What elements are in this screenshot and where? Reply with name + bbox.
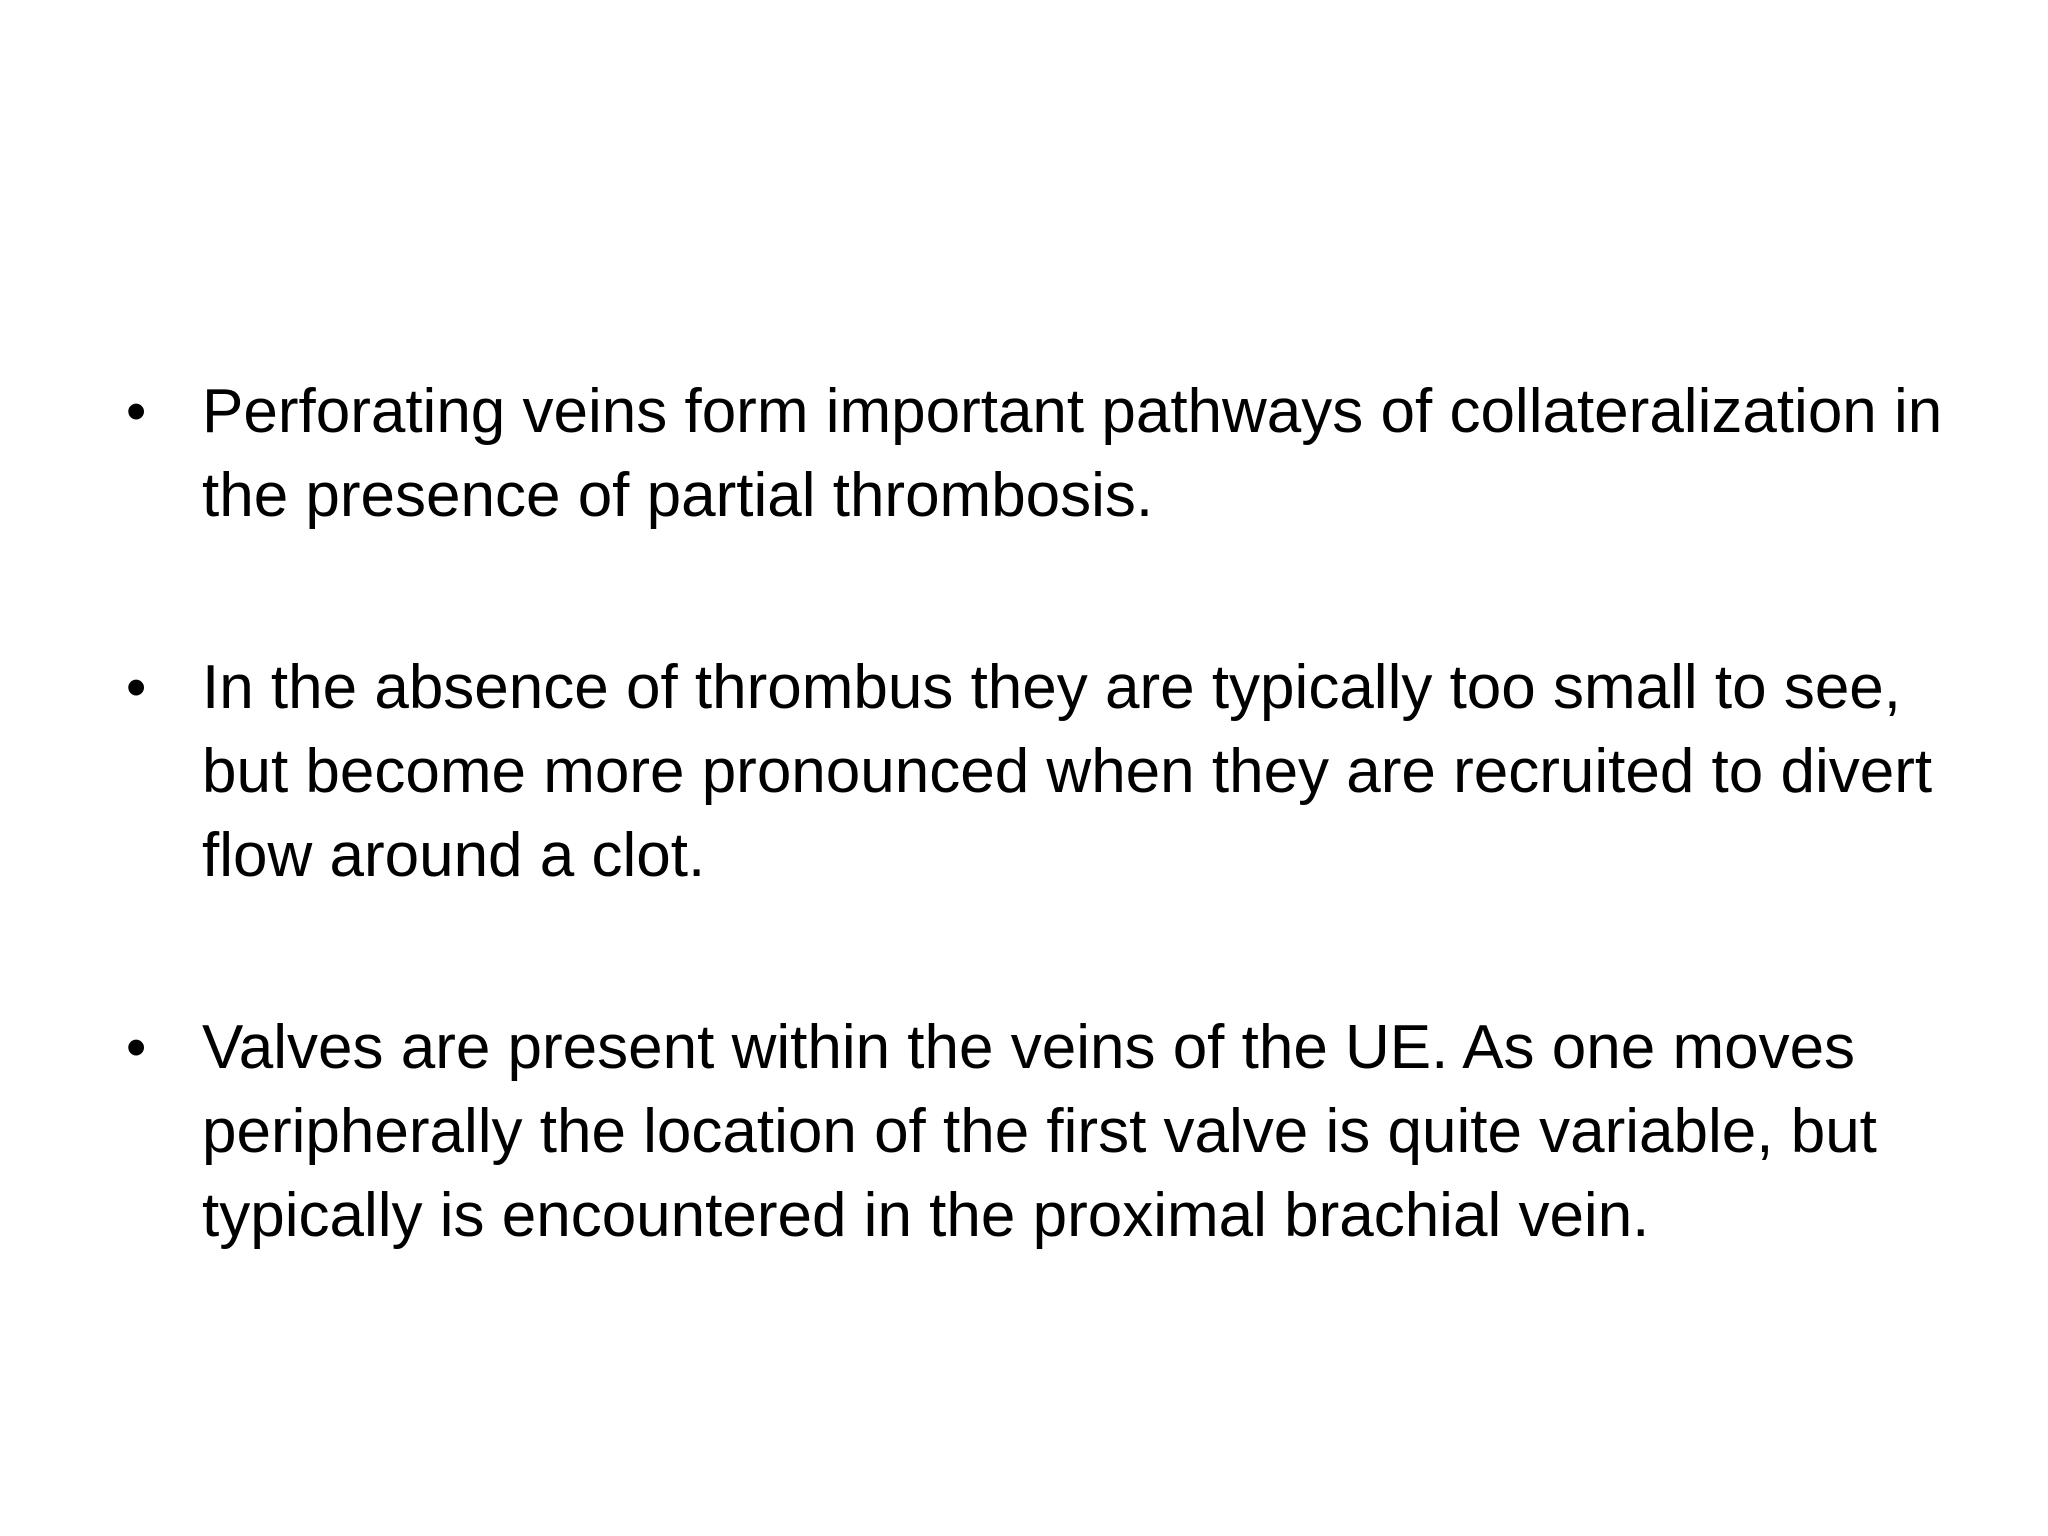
bullet-dot-icon: • [126, 1015, 147, 1080]
bullet-item [120, 370, 1960, 538]
bullet-text: Perforating veins form important pathways of collateralization in the presence of partial thrombosis. [202, 377, 1943, 530]
bullet-item [120, 1006, 1960, 1258]
bullet-list [120, 370, 1960, 1258]
bullet-dot-icon: • [126, 379, 147, 444]
bullet-text: Valves are present within the veins of the UE. As one moves peripherally the location of the first valve is quite variable, but typically is encountered in the proximal brachial vein. [202, 1013, 1877, 1250]
bullet-dot-icon: • [126, 655, 147, 720]
bullet-text: In the absence of thrombus they are typically too small to see, but become more pronounced when they are recruited to divert flow around a clot. [202, 653, 1933, 890]
bullet-item [120, 646, 1960, 898]
